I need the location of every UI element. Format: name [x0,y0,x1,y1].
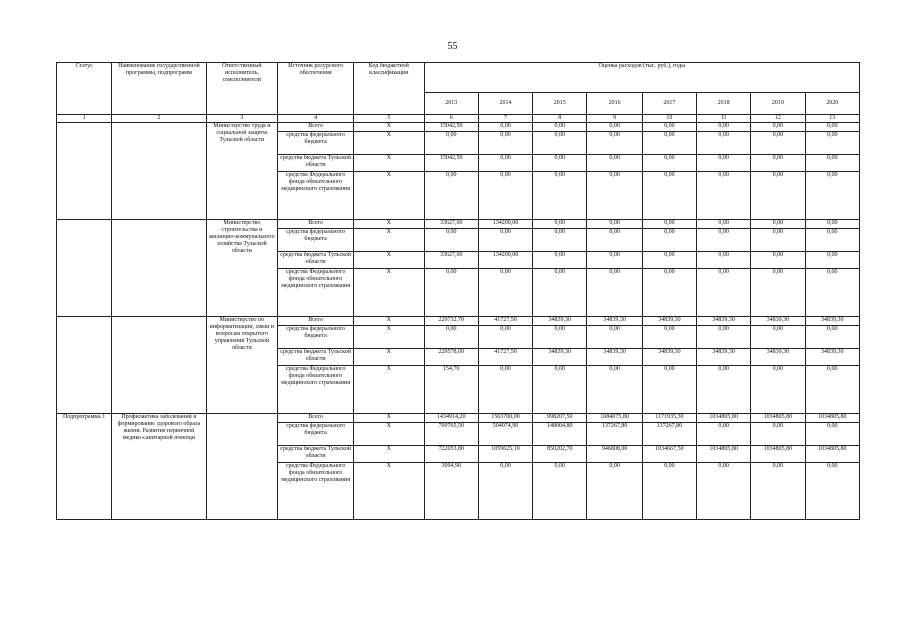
table-row [57,414,860,423]
value-cell: 0,00 [478,463,532,520]
value-cell: 0,00 [805,220,859,229]
source-cell: средства бюджета Тульской области [278,252,354,269]
value-cell: 0,00 [533,220,587,229]
value-cell: 0,00 [805,155,859,172]
value-cell: 0,00 [587,123,642,132]
value-cell: 850202,70 [533,446,587,463]
column-number: 4 [278,115,354,123]
value-cell: 1034805,80 [751,414,805,423]
value-cell: 0,00 [424,132,478,155]
value-cell: 1034805,80 [751,446,805,463]
value-cell: 34839,30 [587,349,642,366]
value-cell: 137267,80 [642,423,696,446]
value-cell: 946808,00 [587,446,642,463]
budget-code-cell: X [353,349,424,366]
value-cell: 41727,50 [478,317,532,326]
value-cell: 0,00 [697,229,751,252]
value-cell: 0,00 [478,172,532,220]
value-cell: 0,00 [697,269,751,317]
column-numbers-row [57,115,860,123]
source-cell: средства Федерального фонда обязательного медицинского страхования [278,172,354,220]
source-cell: средства бюджета Тульской области [278,349,354,366]
value-cell: 0,00 [642,326,696,349]
value-cell: 0,00 [533,326,587,349]
header-year: 2016 [587,93,642,115]
budget-code-cell: X [353,155,424,172]
value-cell: 34839,30 [805,349,859,366]
value-cell: 0,00 [751,172,805,220]
column-number: 9 [587,115,642,123]
value-cell: 33627,00 [424,220,478,229]
value-cell: 34839,30 [751,349,805,366]
value-cell: 15042,50 [424,155,478,172]
value-cell: 0,00 [697,132,751,155]
value-cell: 504074,90 [478,423,532,446]
value-cell: 33627,00 [424,252,478,269]
value-cell: 0,00 [478,326,532,349]
value-cell: 0,00 [805,252,859,269]
program-name-cell: Профилактика заболеваний и формирование здорового образа жизни. Развитие первичной медико-санитарной помощи [112,414,206,520]
value-cell: 34839,30 [533,317,587,326]
header-name: Наименование государственной программы, подпрограмм [112,63,206,115]
value-cell: 0,00 [751,423,805,446]
header-status: Статус [57,63,112,115]
value-cell: 0,00 [697,252,751,269]
program-name-cell [112,317,206,414]
value-cell: 148004,80 [533,423,587,446]
header-responsible: Ответственный исполнитель, соисполнители [206,63,278,115]
value-cell: 0,00 [533,155,587,172]
source-cell: Всего [278,317,354,326]
value-cell: 0,00 [642,172,696,220]
program-name-cell [112,220,206,317]
value-cell: 0,00 [697,172,751,220]
value-cell: 134200,00 [478,252,532,269]
value-cell: 229578,00 [424,349,478,366]
source-cell: средства федерального бюджета [278,326,354,349]
responsible-cell [206,414,278,520]
value-cell: 0,00 [642,252,696,269]
column-number: 2 [112,115,206,123]
header-year: 2015 [533,93,587,115]
value-cell: 0,00 [751,229,805,252]
column-number: 3 [206,115,278,123]
budget-code-cell: X [353,172,424,220]
source-cell: средства Федерального фонда обязательного медицинского страхования [278,463,354,520]
status-cell [57,123,112,220]
table-row [57,220,860,229]
value-cell: 229732,70 [424,317,478,326]
budget-code-cell: X [353,123,424,132]
budget-code-cell: X [353,220,424,229]
value-cell: 34839,30 [805,317,859,326]
value-cell: 998207,50 [533,414,587,423]
value-cell: 34839,30 [642,349,696,366]
source-cell: Всего [278,220,354,229]
value-cell: 0,00 [751,463,805,520]
value-cell: 0,00 [697,366,751,414]
value-cell: 0,00 [805,326,859,349]
value-cell: 1034805,80 [805,414,859,423]
value-cell: 0,00 [642,269,696,317]
status-cell [57,220,112,317]
value-cell: 0,00 [805,172,859,220]
value-cell: 0,00 [478,229,532,252]
value-cell: 0,00 [478,366,532,414]
value-cell: 1171935,30 [642,414,696,423]
header-row [57,63,860,93]
responsible-cell: Министерство по информатизации, связи и вопросам открытого управления Тульской области [206,317,278,414]
value-cell: 34839,30 [751,317,805,326]
value-cell: 0,00 [642,132,696,155]
value-cell: 34839,30 [697,317,751,326]
column-number: 10 [642,115,696,123]
value-cell: 0,00 [751,252,805,269]
value-cell: 41727,50 [478,349,532,366]
value-cell: 0,00 [587,269,642,317]
header-estimate: Оценка расходов (тыс. руб.), годы [424,63,859,93]
header-year: 2020 [805,93,859,115]
value-cell: 34839,30 [642,317,696,326]
value-cell: 0,00 [751,269,805,317]
budget-code-cell: X [353,132,424,155]
value-cell: 0,00 [697,463,751,520]
value-cell: 0,00 [805,229,859,252]
column-number: 7 [478,115,532,123]
table-row [57,317,860,326]
column-number: 5 [353,115,424,123]
value-cell: 34839,30 [697,349,751,366]
header-year: 2018 [697,93,751,115]
program-name-cell [112,123,206,220]
status-cell [57,317,112,414]
value-cell: 0,00 [751,132,805,155]
column-number: 6 [424,115,478,123]
value-cell: 0,00 [533,172,587,220]
budget-code-cell: X [353,229,424,252]
header-source: Источник ресурсного обеспечения [278,63,354,115]
value-cell: 0,00 [587,229,642,252]
value-cell: 0,00 [642,123,696,132]
source-cell: Всего [278,414,354,423]
header-year: 2019 [751,93,805,115]
value-cell: 0,00 [533,123,587,132]
value-cell: 0,00 [533,269,587,317]
value-cell: 0,00 [424,172,478,220]
column-number: 13 [805,115,859,123]
value-cell: 0,00 [805,269,859,317]
budget-code-cell: X [353,463,424,520]
column-number: 12 [751,115,805,123]
value-cell: 0,00 [805,123,859,132]
value-cell: 0,00 [642,366,696,414]
value-cell: 1084075,80 [587,414,642,423]
value-cell: 0,00 [697,326,751,349]
value-cell: 0,00 [587,366,642,414]
budget-code-cell: X [353,423,424,446]
source-cell: средства федерального бюджета [278,423,354,446]
responsible-cell: Министерство труда и социальной защиты Тульской области [206,123,278,220]
value-cell: 134200,00 [478,220,532,229]
budget-code-cell: X [353,269,424,317]
value-cell: 0,00 [587,132,642,155]
value-cell: 0,00 [805,366,859,414]
value-cell: 154,70 [424,366,478,414]
budget-code-cell: X [353,446,424,463]
value-cell: 34839,30 [533,349,587,366]
value-cell: 0,00 [587,155,642,172]
value-cell: 0,00 [587,220,642,229]
value-cell: 0,00 [805,463,859,520]
budget-code-cell: X [353,414,424,423]
value-cell: 137267,80 [587,423,642,446]
value-cell: 722053,80 [424,446,478,463]
budget-table [56,62,860,520]
source-cell: средства бюджета Тульской области [278,155,354,172]
column-number: 8 [533,115,587,123]
value-cell: 0,00 [642,229,696,252]
source-cell: средства Федерального фонда обязательного медицинского страхования [278,269,354,317]
status-cell: Подпрограмма 1 [57,414,112,520]
value-cell: 1034805,80 [697,414,751,423]
value-cell: 0,00 [751,220,805,229]
value-cell: 0,00 [751,326,805,349]
value-cell: 0,00 [587,326,642,349]
value-cell: 0,00 [805,132,859,155]
header-budget-code: Код бюджетной классификации [353,63,424,115]
header-year: 2017 [642,93,696,115]
value-cell: 0,00 [751,123,805,132]
value-cell: 0,00 [751,366,805,414]
value-cell: 3094,90 [424,463,478,520]
budget-code-cell: X [353,317,424,326]
value-cell: 0,00 [697,123,751,132]
value-cell: 0,00 [478,155,532,172]
value-cell: 0,00 [751,155,805,172]
value-cell: 0,00 [697,423,751,446]
source-cell: Всего [278,123,354,132]
column-number: 1 [57,115,112,123]
value-cell: 0,00 [478,269,532,317]
value-cell: 0,00 [424,326,478,349]
value-cell: 0,00 [424,229,478,252]
header-year: 2013 [424,93,478,115]
value-cell: 34839,30 [587,317,642,326]
budget-code-cell: X [353,326,424,349]
source-cell: средства федерального бюджета [278,229,354,252]
value-cell: 0,00 [587,172,642,220]
value-cell: 1434914,20 [424,414,478,423]
value-cell: 0,00 [642,463,696,520]
header-year: 2014 [478,93,532,115]
value-cell: 1034805,80 [805,446,859,463]
value-cell: 0,00 [533,366,587,414]
value-cell: 0,00 [697,220,751,229]
value-cell: 1059625,10 [478,446,532,463]
page-number: 55 [447,41,458,52]
source-cell: средства бюджета Тульской области [278,446,354,463]
value-cell: 0,00 [533,463,587,520]
value-cell: 0,00 [424,269,478,317]
column-number: 11 [697,115,751,123]
value-cell: 0,00 [478,123,532,132]
value-cell: 0,00 [805,423,859,446]
value-cell: 0,00 [587,252,642,269]
value-cell: 0,00 [478,132,532,155]
value-cell: 1034667,50 [642,446,696,463]
source-cell: средства Федерального фонда обязательного медицинского страхования [278,366,354,414]
value-cell: 0,00 [533,229,587,252]
value-cell: 0,00 [697,155,751,172]
source-cell: средства федерального бюджета [278,132,354,155]
value-cell: 0,00 [533,252,587,269]
value-cell: 709765,50 [424,423,478,446]
budget-code-cell: X [353,366,424,414]
responsible-cell: Министерство строительства и жилищно-коммунального хозяйства Тульской области [206,220,278,317]
value-cell: 0,00 [587,463,642,520]
value-cell: 15042,50 [424,123,478,132]
value-cell: 1034805,80 [697,446,751,463]
table-row [57,123,860,132]
value-cell: 0,00 [642,155,696,172]
value-cell: 0,00 [642,220,696,229]
value-cell: 0,00 [533,132,587,155]
value-cell: 1563700,00 [478,414,532,423]
budget-code-cell: X [353,252,424,269]
